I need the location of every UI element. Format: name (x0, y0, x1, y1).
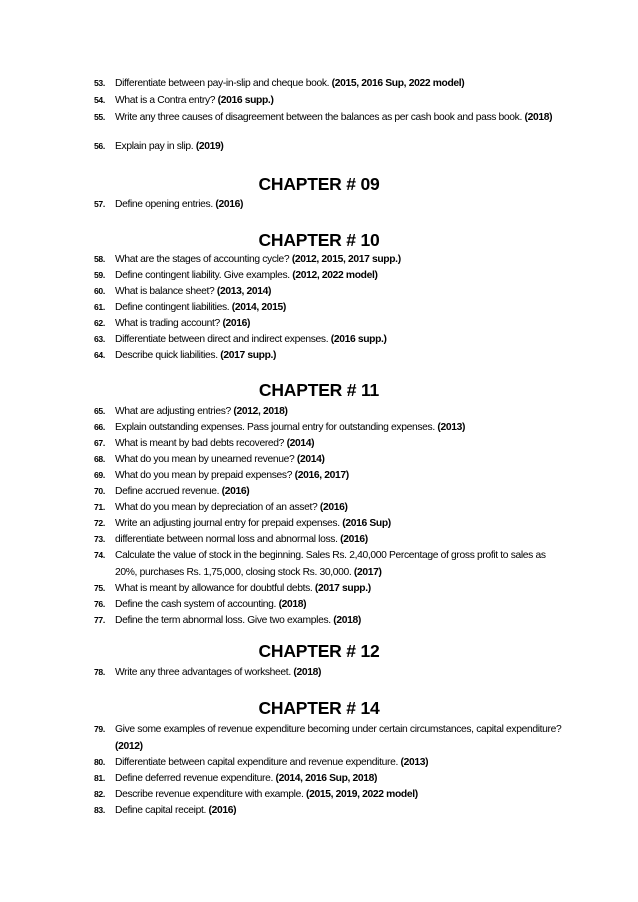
question-number: 70. (94, 486, 105, 496)
question-text: What is meant by allowance for doubtful debts. (2017 supp.) (115, 583, 371, 594)
question-number: 56. (94, 141, 105, 151)
question-number: 77. (94, 615, 105, 625)
question-number: 76. (94, 599, 105, 609)
question-number: 71. (94, 502, 105, 512)
question-number: 57. (94, 199, 105, 209)
question-years: (2016) (221, 486, 250, 497)
question-text: What do you mean by prepaid expenses? (2016, 2017) (115, 470, 349, 481)
question-years: (2015, 2016 Sup, 2022 model) (331, 78, 465, 89)
question-number: 72. (94, 518, 105, 528)
question-number: 58. (94, 254, 105, 264)
question-years: (2016) (222, 318, 251, 329)
question-years: (2016) (319, 502, 348, 513)
question-years: (2014, 2015) (231, 302, 286, 313)
question-number: 54. (94, 95, 105, 105)
question-text: What do you mean by unearned revenue? (2014) (115, 454, 325, 465)
question-text: Differentiate between pay-in-slip and cheque book. (2015, 2016 Sup, 2022 model) (115, 78, 465, 89)
question-years: (2012) (115, 741, 143, 753)
question-text: Write any three causes of disagreement between the balances as per cash book and pass book. (2018) (115, 112, 553, 123)
question-text: What is meant by bad debts recovered? (2014) (115, 438, 315, 449)
question-text: Describe revenue expenditure with example. (2015, 2019, 2022 model) (115, 789, 418, 800)
question-years: (2018) (333, 615, 361, 626)
question-number: 63. (94, 334, 105, 344)
question-years: (2012, 2015, 2017 supp.) (291, 254, 401, 265)
chapter-heading: CHAPTER # 10 (258, 230, 380, 250)
question-number: 53. (94, 78, 105, 88)
question-text: Write an adjusting journal entry for prepaid expenses. (2016 Sup) (115, 518, 391, 529)
question-number: 74. (94, 550, 105, 560)
chapter-heading: CHAPTER # 11 (258, 380, 380, 400)
question-text: Differentiate between direct and indirect expenses. (2016 supp.) (115, 334, 387, 345)
chapter-heading: CHAPTER # 12 (258, 641, 380, 661)
question-text: Define the cash system of accounting. (2018) (115, 599, 307, 610)
question-text: Describe quick liabilities. (2017 supp.) (115, 350, 277, 361)
question-years: (2012, 2022 model) (292, 270, 378, 281)
question-text: What are adjusting entries? (2012, 2018) (115, 406, 288, 417)
question-years: (2017 supp.) (314, 583, 371, 594)
question-number: 66. (94, 422, 105, 432)
question-text: Define deferred revenue expenditure. (2014, 2016 Sup, 2018) (115, 773, 378, 784)
question-text: Define accrued revenue. (2016) (115, 486, 250, 497)
question-number: 83. (94, 805, 105, 815)
question-years: (2015, 2019, 2022 model) (306, 789, 418, 800)
question-text: Write any three advantages of worksheet. (2018) (115, 667, 322, 678)
question-years: (2016 Sup) (342, 518, 391, 529)
question-text: Define contingent liability. Give examples. (2012, 2022 model) (115, 270, 378, 281)
question-number: 62. (94, 318, 105, 328)
question-years: (2014) (296, 454, 325, 465)
question-text: differentiate between normal loss and abnormal loss. (2016) (115, 534, 368, 545)
question-text: Explain outstanding expenses. Pass journal entry for outstanding expenses. (2013) (115, 422, 466, 433)
question-number: 82. (94, 789, 105, 799)
question-years: (2016) (208, 805, 237, 816)
question-number: 79. (94, 724, 105, 734)
question-text: Define the term abnormal loss. Give two examples. (2018) (115, 615, 361, 626)
question-years: (2018) (293, 667, 322, 678)
question-years: (2016 supp.) (217, 95, 274, 106)
question-text: What is a Contra entry? (2016 supp.) (115, 95, 274, 106)
question-text: What is trading account? (2016) (115, 318, 251, 329)
question-text: Define capital receipt. (2016) (115, 805, 237, 816)
question-number: 73. (94, 534, 105, 544)
question-years: (2016, 2017) (294, 470, 349, 481)
question-number: 67. (94, 438, 105, 448)
chapter-heading: CHAPTER # 09 (258, 174, 380, 194)
question-number: 75. (94, 583, 105, 593)
question-years: (2013) (400, 757, 429, 768)
question-years: (2018) (278, 599, 307, 610)
question-number: 65. (94, 406, 105, 416)
question-text: Define contingent liabilities. (2014, 2015) (115, 302, 286, 313)
question-years: (2017) (353, 567, 382, 579)
question-years: (2017 supp.) (220, 350, 277, 361)
question-text: Calculate the value of stock in the beginning. Sales Rs. 2,40,000 Percentage of gross profit to sales as 20%, purchases Rs. 1,75,000, closing stock Rs. 30,000. (2017) (115, 550, 546, 579)
question-text: Differentiate between capital expenditure and revenue expenditure. (2013) (115, 757, 429, 768)
question-years: (2018) (524, 112, 553, 123)
question-number: 80. (94, 757, 105, 767)
question-years: (2019) (195, 141, 224, 152)
question-text: What is balance sheet? (2013, 2014) (115, 286, 272, 297)
question-years: (2014) (286, 438, 315, 449)
question-years: (2012, 2018) (233, 406, 288, 417)
question-text: What do you mean by depreciation of an asset? (2016) (115, 502, 348, 513)
question-years: (2016 supp.) (330, 334, 387, 345)
question-number: 55. (94, 112, 105, 122)
question-years: (2013, 2014) (216, 286, 272, 297)
question-years: (2016) (215, 199, 244, 210)
question-number: 78. (94, 667, 105, 677)
question-number: 81. (94, 773, 105, 783)
question-text: Define opening entries. (2016) (115, 199, 244, 210)
question-years: (2013) (437, 422, 466, 433)
question-number: 64. (94, 350, 105, 360)
question-number: 60. (94, 286, 105, 296)
question-number: 69. (94, 470, 105, 480)
question-text: Give some examples of revenue expenditure becoming under certain circumstances, capital expenditure? (2012) (115, 724, 562, 753)
question-text: What are the stages of accounting cycle? (2012, 2015, 2017 supp.) (115, 254, 401, 265)
question-text: Explain pay in slip. (2019) (115, 141, 224, 152)
question-number: 68. (94, 454, 105, 464)
chapter-heading: CHAPTER # 14 (258, 698, 380, 718)
question-number: 61. (94, 302, 105, 312)
question-number: 59. (94, 270, 105, 280)
question-years: (2014, 2016 Sup, 2018) (275, 773, 378, 784)
question-years: (2016) (340, 534, 368, 545)
